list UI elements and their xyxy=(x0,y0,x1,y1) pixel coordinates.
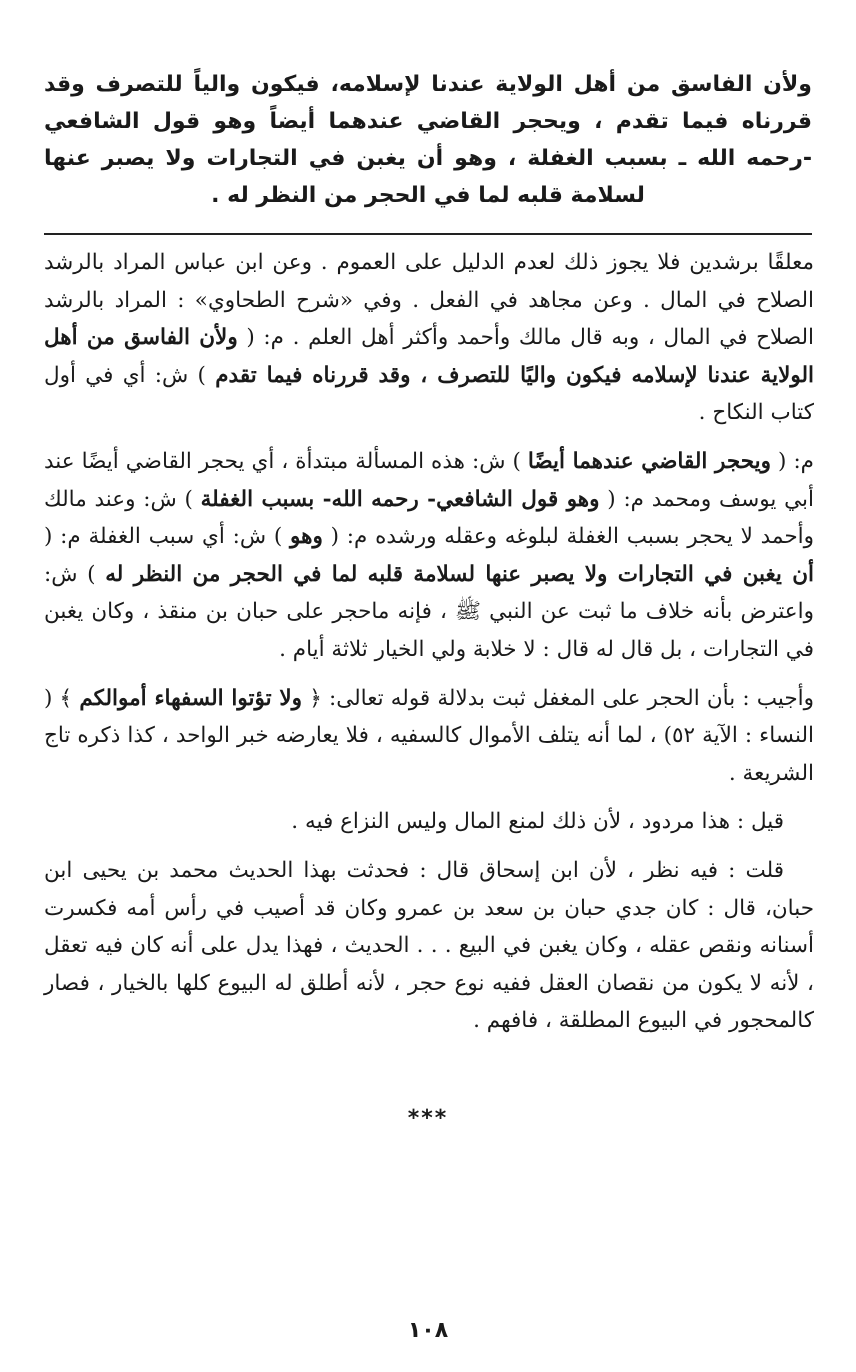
page-number: ١٠٨ xyxy=(407,1318,449,1343)
commentary-text: ) ش: أي في أول كتاب النكاح . xyxy=(44,362,814,426)
commentary-paragraph: قيل : هذا مردود ، لأن ذلك لمنع المال وليس النزاع فيه . xyxy=(291,809,784,835)
commentary-text: ) ش: واعترض بأنه خلاف ما ثبت عن النبي ﷺ ، فإنه ماحجر على حبان بن منقذ ، وكان يغبن في التجارات ، بل قال له قال : لا خلابة ولي الخيار ثلاثة أيام . xyxy=(44,561,814,662)
commentary-paragraph xyxy=(44,443,814,669)
commentary-text: ﴾ ( النساء : الآية ٥٢) ، لما أنه يتلف الأموال كالسفيه ، فلا يعارضه خبر الواحد ، كذا ذكره تاج الشريعة . xyxy=(44,685,814,786)
commentary-text: م: ( xyxy=(778,448,814,474)
commentary xyxy=(44,244,814,1051)
quoted-matn: أن يغبن في التجارات ولا يصبر عنها لسلامة قلبه لما في الحجر من النظر له xyxy=(105,561,815,587)
footnote-separator xyxy=(44,233,812,235)
quoted-matn: وهو xyxy=(290,524,323,550)
quoted-matn: ويحجر القاضي عندهما أيضًا xyxy=(527,448,772,474)
commentary-text: ) ش: هذه المسألة مبتدأة ، أي يحجر القاضي أيضًا عند أبي يوسف ومحمد م: ( xyxy=(44,448,814,512)
quoted-matn: وهو قول الشافعي- رحمه الله- بسبب الغفلة xyxy=(200,486,600,512)
quoted-matn: ولأن الفاسق من أهل الولاية عندنا لإسلامه فيكون واليًا للتصرف ، وقد قررناه فيما تقدم xyxy=(44,325,814,388)
commentary-paragraph: قلت : فيه نظر ، لأن ابن إسحاق قال : فحدثت بهذا الحديث محمد بن يحيى ابن حبان، قال : كان جدي حبان بن سعد بن عمرو وكان قد أصيب في رأس أمه فكسرت أسنانه ونقص عقله ، وكان يغبن في البيع . . . الحديث ، فهذا يدل على أنه كان فيه تعقل ، لأنه لا يكون من نقصان العقل ففيه نوع حجر ، لأنه أطلق له البيوع كلها بالخيار ، فصار كالمحجور في البيوع المطلقة ، فافهم . xyxy=(44,857,814,1034)
commentary-paragraph xyxy=(44,680,814,793)
main-text: ولأن الفاسق من أهل الولاية عندنا لإسلامه، فيكون والياً للتصرف وقد قررناه فيما تقدم ، ويحجر القاضي عندهما أيضاً وهو قول الشافعي -رحمه الله ـ بسبب الغفلة ، وهو أن يغبن في التجارات ولا يصبر عنها لسلامة قلبه لما في الحجر من النظر له . xyxy=(44,72,812,208)
section-divider: *** xyxy=(407,1106,449,1131)
commentary-text: وأجيب : بأن الحجر على المغفل ثبت بدلالة قوله تعالى: ﴿ xyxy=(309,685,814,711)
quran-verse: ولا تؤتوا السفهاء أموالكم xyxy=(79,685,303,711)
commentary-text: ) ش: وعند مالك وأحمد لا يحجر بسبب الغفلة لبلوغه وعقله ورشده م: ( xyxy=(44,486,815,550)
commentary-text: ) ش: أي سبب الغفلة م: ( xyxy=(44,524,283,550)
commentary-text: معلقًا برشدين فلا يجوز ذلك لعدم الدليل على العموم . وعن ابن عباس المراد بالرشد الصلاح في المال . وعن مجاهد في الفعل . وفي «شرح الطحاوي» : المراد بالرشد الصلاح في المال ، وبه قال مالك وأحمد وأكثر أهل العلم . م: ( xyxy=(44,250,814,351)
commentary-paragraph xyxy=(44,244,814,432)
